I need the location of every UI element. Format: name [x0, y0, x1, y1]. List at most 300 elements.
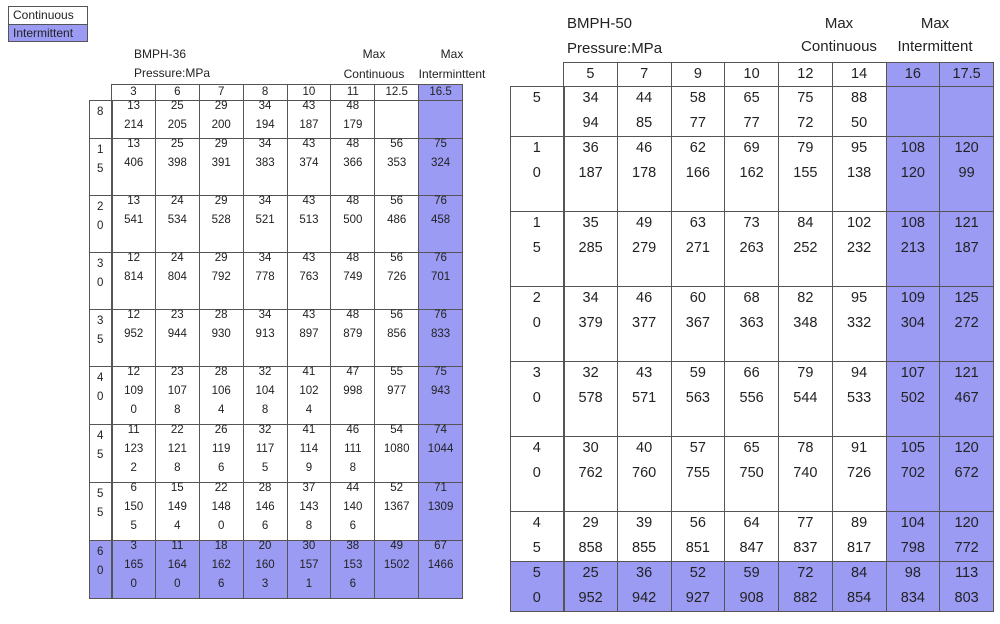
cell-value: 165	[124, 559, 144, 571]
cell-value: 0	[217, 520, 225, 532]
cell-value: 48	[346, 195, 360, 207]
cell-value: 0	[130, 404, 137, 416]
bmph50-table	[510, 62, 994, 612]
cell-value: 279	[632, 240, 657, 256]
value-cell	[155, 253, 199, 310]
cell-value: 213	[900, 240, 925, 256]
flow-label-part: 5	[97, 488, 104, 500]
cell-value: 76	[434, 309, 447, 321]
cell-value: 153	[343, 559, 363, 571]
value-cell	[112, 310, 156, 367]
cell-value: 763	[299, 271, 319, 283]
cell-value: 544	[793, 390, 818, 406]
cell-value: 91	[851, 440, 868, 456]
cell-value: 778	[255, 271, 275, 283]
cell-value: 534	[167, 214, 187, 226]
cell-value: 8	[174, 462, 181, 474]
value-cell	[375, 483, 419, 541]
value-cell	[287, 101, 331, 139]
value-cell	[564, 287, 618, 362]
value-cell	[886, 512, 940, 562]
cell-value: 25	[582, 565, 599, 581]
cell-value: 726	[847, 465, 872, 481]
cell-value: 157	[299, 559, 319, 571]
pressure-header: 7	[199, 85, 243, 101]
value-cell	[112, 139, 156, 196]
cell-value: 8	[305, 520, 313, 532]
cell-value: 8	[349, 462, 357, 474]
cell-value: 11	[127, 424, 140, 436]
flow-label-part: 3	[97, 315, 104, 327]
cell-value: 34	[258, 252, 272, 264]
bmph50-model: BMPH-50	[567, 15, 633, 32]
cell-value: 285	[578, 240, 603, 256]
cell-value: 67	[434, 540, 447, 552]
flow-label	[90, 367, 112, 425]
flow-label-part: 0	[532, 165, 541, 181]
cell-value: 1367	[383, 501, 410, 513]
cell-value: 927	[685, 590, 710, 606]
bmph36-table	[89, 84, 463, 599]
cell-value: 760	[632, 465, 657, 481]
cell-value: 858	[578, 540, 603, 556]
cell-value: 41	[302, 424, 316, 436]
cell-value: 164	[167, 559, 187, 571]
pressure-header: 5	[564, 63, 618, 87]
cell-value: 82	[797, 290, 814, 306]
cell-value: 95	[851, 290, 868, 306]
cell-value: 60	[689, 290, 706, 306]
flow-label	[511, 562, 564, 612]
cell-value: 59	[743, 565, 760, 581]
cell-value: 29	[214, 195, 228, 207]
value-cell	[243, 367, 287, 425]
cell-value: 367	[685, 315, 710, 331]
table-row	[90, 196, 463, 253]
cell-value: 854	[847, 590, 872, 606]
cell-value: 772	[954, 540, 979, 556]
cell-value: 942	[632, 590, 657, 606]
cell-value: 34	[582, 90, 599, 106]
value-cell	[617, 137, 671, 212]
cell-value: 194	[255, 119, 275, 131]
cell-value: 458	[430, 214, 451, 226]
value-cell	[287, 541, 331, 599]
cell-value: 856	[387, 328, 407, 340]
flow-label-part: 5	[532, 540, 541, 556]
value-cell	[779, 87, 833, 137]
cell-value: 263	[739, 240, 764, 256]
intermittent-label: Interminttent	[418, 67, 486, 81]
cell-value: 68	[743, 290, 760, 306]
cell-value: 69	[743, 140, 760, 156]
cell-value: 834	[900, 590, 925, 606]
cell-value: 541	[124, 214, 144, 226]
value-cell	[287, 483, 331, 541]
cell-value: 140	[343, 501, 363, 513]
value-cell	[243, 253, 287, 310]
cell-value: 500	[343, 214, 363, 226]
flow-label-part: 0	[532, 465, 541, 481]
value-cell	[419, 367, 463, 425]
value-cell	[725, 437, 779, 512]
flow-label-part: 0	[97, 565, 104, 577]
value-cell	[375, 541, 419, 599]
value-cell	[419, 310, 463, 367]
value-cell	[564, 562, 618, 612]
cell-value: 879	[343, 328, 363, 340]
value-cell	[243, 310, 287, 367]
value-cell	[375, 425, 419, 483]
cell-value: 143	[299, 501, 319, 513]
value-cell	[112, 483, 156, 541]
cell-value: 6	[349, 578, 357, 590]
flow-label-part: 0	[532, 590, 541, 606]
value-cell	[940, 562, 994, 612]
value-cell	[243, 483, 287, 541]
cell-value: 29	[214, 138, 228, 150]
flow-label-part: 5	[97, 334, 104, 346]
flow-label	[511, 87, 564, 137]
cell-value: 4	[305, 404, 313, 416]
cell-value: 4	[174, 520, 181, 532]
value-cell	[832, 87, 886, 137]
cell-value: 84	[851, 565, 868, 581]
cell-value: 179	[343, 119, 363, 131]
max-label: Max	[824, 15, 854, 32]
cell-value: 120	[954, 440, 979, 456]
cell-value: 672	[954, 465, 979, 481]
value-cell	[671, 287, 725, 362]
cell-value: 847	[739, 540, 764, 556]
flow-label-part: 1	[532, 140, 541, 156]
table-row	[90, 101, 463, 139]
cell-value: 77	[743, 115, 760, 131]
cell-value: 5	[130, 520, 137, 532]
value-cell	[671, 437, 725, 512]
cell-value: 25	[170, 100, 184, 112]
flow-label-part: 1	[532, 215, 541, 231]
cell-value: 36	[582, 140, 599, 156]
cell-value: 99	[958, 165, 975, 181]
pressure-header: 6	[155, 85, 199, 101]
cell-value: 43	[302, 195, 316, 207]
flow-label-part: 5	[532, 240, 541, 256]
cell-value: 762	[578, 465, 603, 481]
cell-value: 1466	[427, 559, 454, 571]
cell-value: 76	[434, 195, 447, 207]
value-cell	[112, 367, 156, 425]
cell-value: 149	[167, 501, 187, 513]
cell-value: 12	[127, 309, 141, 321]
cell-value: 84	[797, 215, 814, 231]
cell-value: 72	[797, 115, 814, 131]
cell-value: 94	[582, 115, 599, 131]
pressure-header: 3	[112, 85, 156, 101]
flow-label	[511, 287, 564, 362]
cell-value: 34	[258, 195, 272, 207]
pressure-header: 10	[287, 85, 331, 101]
value-cell	[671, 562, 725, 612]
cell-value: 913	[255, 328, 275, 340]
cell-value: 109	[124, 385, 144, 397]
bmph50-pressure-label: Pressure:MPa	[567, 40, 663, 57]
value-cell	[287, 310, 331, 367]
value-cell	[155, 139, 199, 196]
cell-value: 34	[258, 100, 272, 112]
cell-value: 138	[847, 165, 872, 181]
cell-value: 214	[124, 119, 144, 131]
cell-value: 107	[167, 385, 187, 397]
cell-value: 1	[305, 578, 313, 590]
cell-value: 79	[797, 365, 814, 381]
cell-value: 29	[582, 515, 599, 531]
value-cell	[331, 425, 375, 483]
cell-value: 89	[851, 515, 868, 531]
flow-label	[90, 253, 112, 310]
cell-value: 166	[685, 165, 710, 181]
cell-value: 13	[127, 195, 141, 207]
cell-value: 155	[793, 165, 818, 181]
table-row	[511, 437, 994, 512]
cell-value: 232	[847, 240, 872, 256]
cell-value: 944	[167, 328, 187, 340]
cell-value: 486	[387, 214, 407, 226]
cell-value: 9	[305, 462, 313, 474]
value-cell	[199, 367, 243, 425]
value-cell	[564, 512, 618, 562]
cell-value: 75	[434, 366, 447, 378]
cell-value: 114	[299, 443, 319, 455]
pressure-header: 14	[832, 63, 886, 87]
cell-value: 34	[258, 138, 272, 150]
value-cell	[331, 196, 375, 253]
flow-label-part: 5	[97, 449, 104, 461]
value-cell	[243, 101, 287, 139]
value-cell	[940, 212, 994, 287]
cell-value: 3	[261, 578, 269, 590]
cell-value: 77	[797, 515, 814, 531]
value-cell	[155, 425, 199, 483]
cell-value: 1080	[383, 443, 410, 455]
cell-value: 0	[174, 578, 181, 590]
max-label: Max	[362, 47, 386, 61]
cell-value: 571	[632, 390, 657, 406]
cell-value: 353	[387, 157, 407, 169]
value-cell	[832, 212, 886, 287]
cell-value: 46	[636, 140, 653, 156]
cell-value: 72	[797, 565, 814, 581]
flow-label-part: 4	[97, 430, 104, 442]
value-cell	[617, 562, 671, 612]
cell-value: 148	[211, 501, 231, 513]
cell-value: 123	[124, 443, 144, 455]
continuous-label: Continuous	[343, 67, 405, 81]
value-cell	[564, 87, 618, 137]
value-cell	[886, 362, 940, 437]
cell-value: 398	[167, 157, 187, 169]
value-cell	[725, 137, 779, 212]
value-cell	[832, 562, 886, 612]
value-cell	[199, 253, 243, 310]
cell-value: 533	[847, 390, 872, 406]
flow-label-part: 0	[97, 220, 104, 232]
cell-value: 726	[387, 271, 407, 283]
cell-value: 46	[346, 424, 360, 436]
bmph50-max-continuous	[782, 15, 896, 55]
bmph50-max-intermittent	[880, 15, 990, 55]
cell-value: 76	[434, 252, 447, 264]
value-cell	[671, 212, 725, 287]
cell-value: 146	[255, 501, 275, 513]
flow-label	[90, 425, 112, 483]
cell-value: 977	[387, 385, 407, 397]
cell-value: 187	[954, 240, 979, 256]
cell-value: 102	[299, 385, 319, 397]
table-row	[90, 310, 463, 367]
value-cell	[419, 541, 463, 599]
value-cell	[375, 139, 419, 196]
cell-value: 25	[170, 138, 184, 150]
cell-value: 73	[743, 215, 760, 231]
cell-value: 48	[346, 309, 360, 321]
cell-value: 58	[689, 90, 706, 106]
value-cell	[155, 310, 199, 367]
cell-value: 803	[954, 590, 979, 606]
table-row	[90, 541, 463, 599]
value-cell	[331, 483, 375, 541]
value-cell	[940, 437, 994, 512]
cell-value: 817	[847, 540, 872, 556]
pressure-header: 16.5	[419, 85, 463, 101]
value-cell	[287, 196, 331, 253]
cell-value: 30	[302, 540, 316, 552]
cell-value: 24	[170, 195, 184, 207]
cell-value: 50	[851, 115, 868, 131]
value-cell	[940, 512, 994, 562]
value-cell	[564, 437, 618, 512]
bmph36-max-continuous	[334, 47, 414, 81]
cell-value: 563	[685, 390, 710, 406]
flow-label-part: 1	[97, 144, 104, 156]
cell-value: 32	[258, 424, 272, 436]
cell-value: 0	[130, 578, 137, 590]
cell-value: 513	[299, 214, 319, 226]
cell-value: 121	[954, 365, 979, 381]
flow-label	[90, 483, 112, 541]
cell-value: 41	[302, 366, 316, 378]
value-cell	[331, 101, 375, 139]
value-cell	[155, 367, 199, 425]
value-cell	[725, 87, 779, 137]
cell-value: 5	[261, 462, 269, 474]
value-cell	[331, 139, 375, 196]
cell-value: 47	[346, 366, 360, 378]
flow-label-part: 4	[532, 440, 541, 456]
value-cell	[112, 541, 156, 599]
value-cell	[940, 362, 994, 437]
cell-value: 39	[636, 515, 653, 531]
value-cell	[331, 367, 375, 425]
cell-value: 750	[739, 465, 764, 481]
value-cell	[725, 212, 779, 287]
value-cell	[243, 541, 287, 599]
cell-value: 377	[632, 315, 657, 331]
table-row	[90, 483, 463, 541]
value-cell	[243, 425, 287, 483]
value-cell	[199, 483, 243, 541]
cell-value: 15	[170, 482, 184, 494]
flow-label-part: 2	[97, 201, 104, 213]
cell-value: 109	[900, 290, 925, 306]
cell-value: 2	[130, 462, 137, 474]
max-label: Max	[920, 15, 950, 32]
pressure-header: 11	[331, 85, 375, 101]
pressure-header: 16	[886, 63, 940, 87]
flow-label-part: 2	[532, 290, 541, 306]
value-cell	[832, 362, 886, 437]
flow-label-part: 5	[532, 565, 541, 581]
cell-value: 56	[390, 309, 404, 321]
cell-value: 106	[211, 385, 231, 397]
cell-value: 792	[211, 271, 231, 283]
cell-value: 952	[578, 590, 603, 606]
cell-value: 65	[743, 90, 760, 106]
cell-value: 66	[743, 365, 760, 381]
value-cell	[617, 87, 671, 137]
cell-value: 77	[689, 115, 706, 131]
cell-value: 205	[167, 119, 187, 131]
table-row	[90, 367, 463, 425]
cell-value: 701	[430, 271, 451, 283]
cell-value: 48	[346, 100, 360, 112]
value-cell	[671, 362, 725, 437]
max-label: Max	[440, 47, 464, 61]
cell-value: 111	[344, 443, 362, 455]
value-cell	[112, 101, 156, 139]
cell-value: 65	[743, 440, 760, 456]
cell-value: 833	[430, 328, 451, 340]
flow-label	[90, 196, 112, 253]
value-cell	[243, 139, 287, 196]
cell-value: 324	[430, 157, 451, 169]
table-row	[511, 362, 994, 437]
cell-value: 271	[685, 240, 710, 256]
value-cell	[779, 437, 833, 512]
cell-value: 37	[302, 482, 316, 494]
value-cell	[886, 562, 940, 612]
cell-value: 6	[217, 578, 225, 590]
cell-value: 63	[689, 215, 706, 231]
cell-value: 814	[124, 271, 144, 283]
value-cell	[419, 483, 463, 541]
cell-value: 406	[124, 157, 144, 169]
cell-value: 467	[954, 390, 979, 406]
bmph50-pressure-row	[511, 63, 994, 87]
value-cell	[287, 253, 331, 310]
cell-value: 13	[127, 100, 141, 112]
cell-value: 272	[954, 315, 979, 331]
value-cell	[287, 139, 331, 196]
value-cell	[564, 212, 618, 287]
cell-value: 56	[390, 138, 404, 150]
flow-label	[511, 437, 564, 512]
value-cell	[375, 196, 419, 253]
cell-value: 12	[127, 366, 141, 378]
cell-value: 4	[217, 404, 225, 416]
cell-value: 998	[343, 385, 363, 397]
table-row	[90, 425, 463, 483]
